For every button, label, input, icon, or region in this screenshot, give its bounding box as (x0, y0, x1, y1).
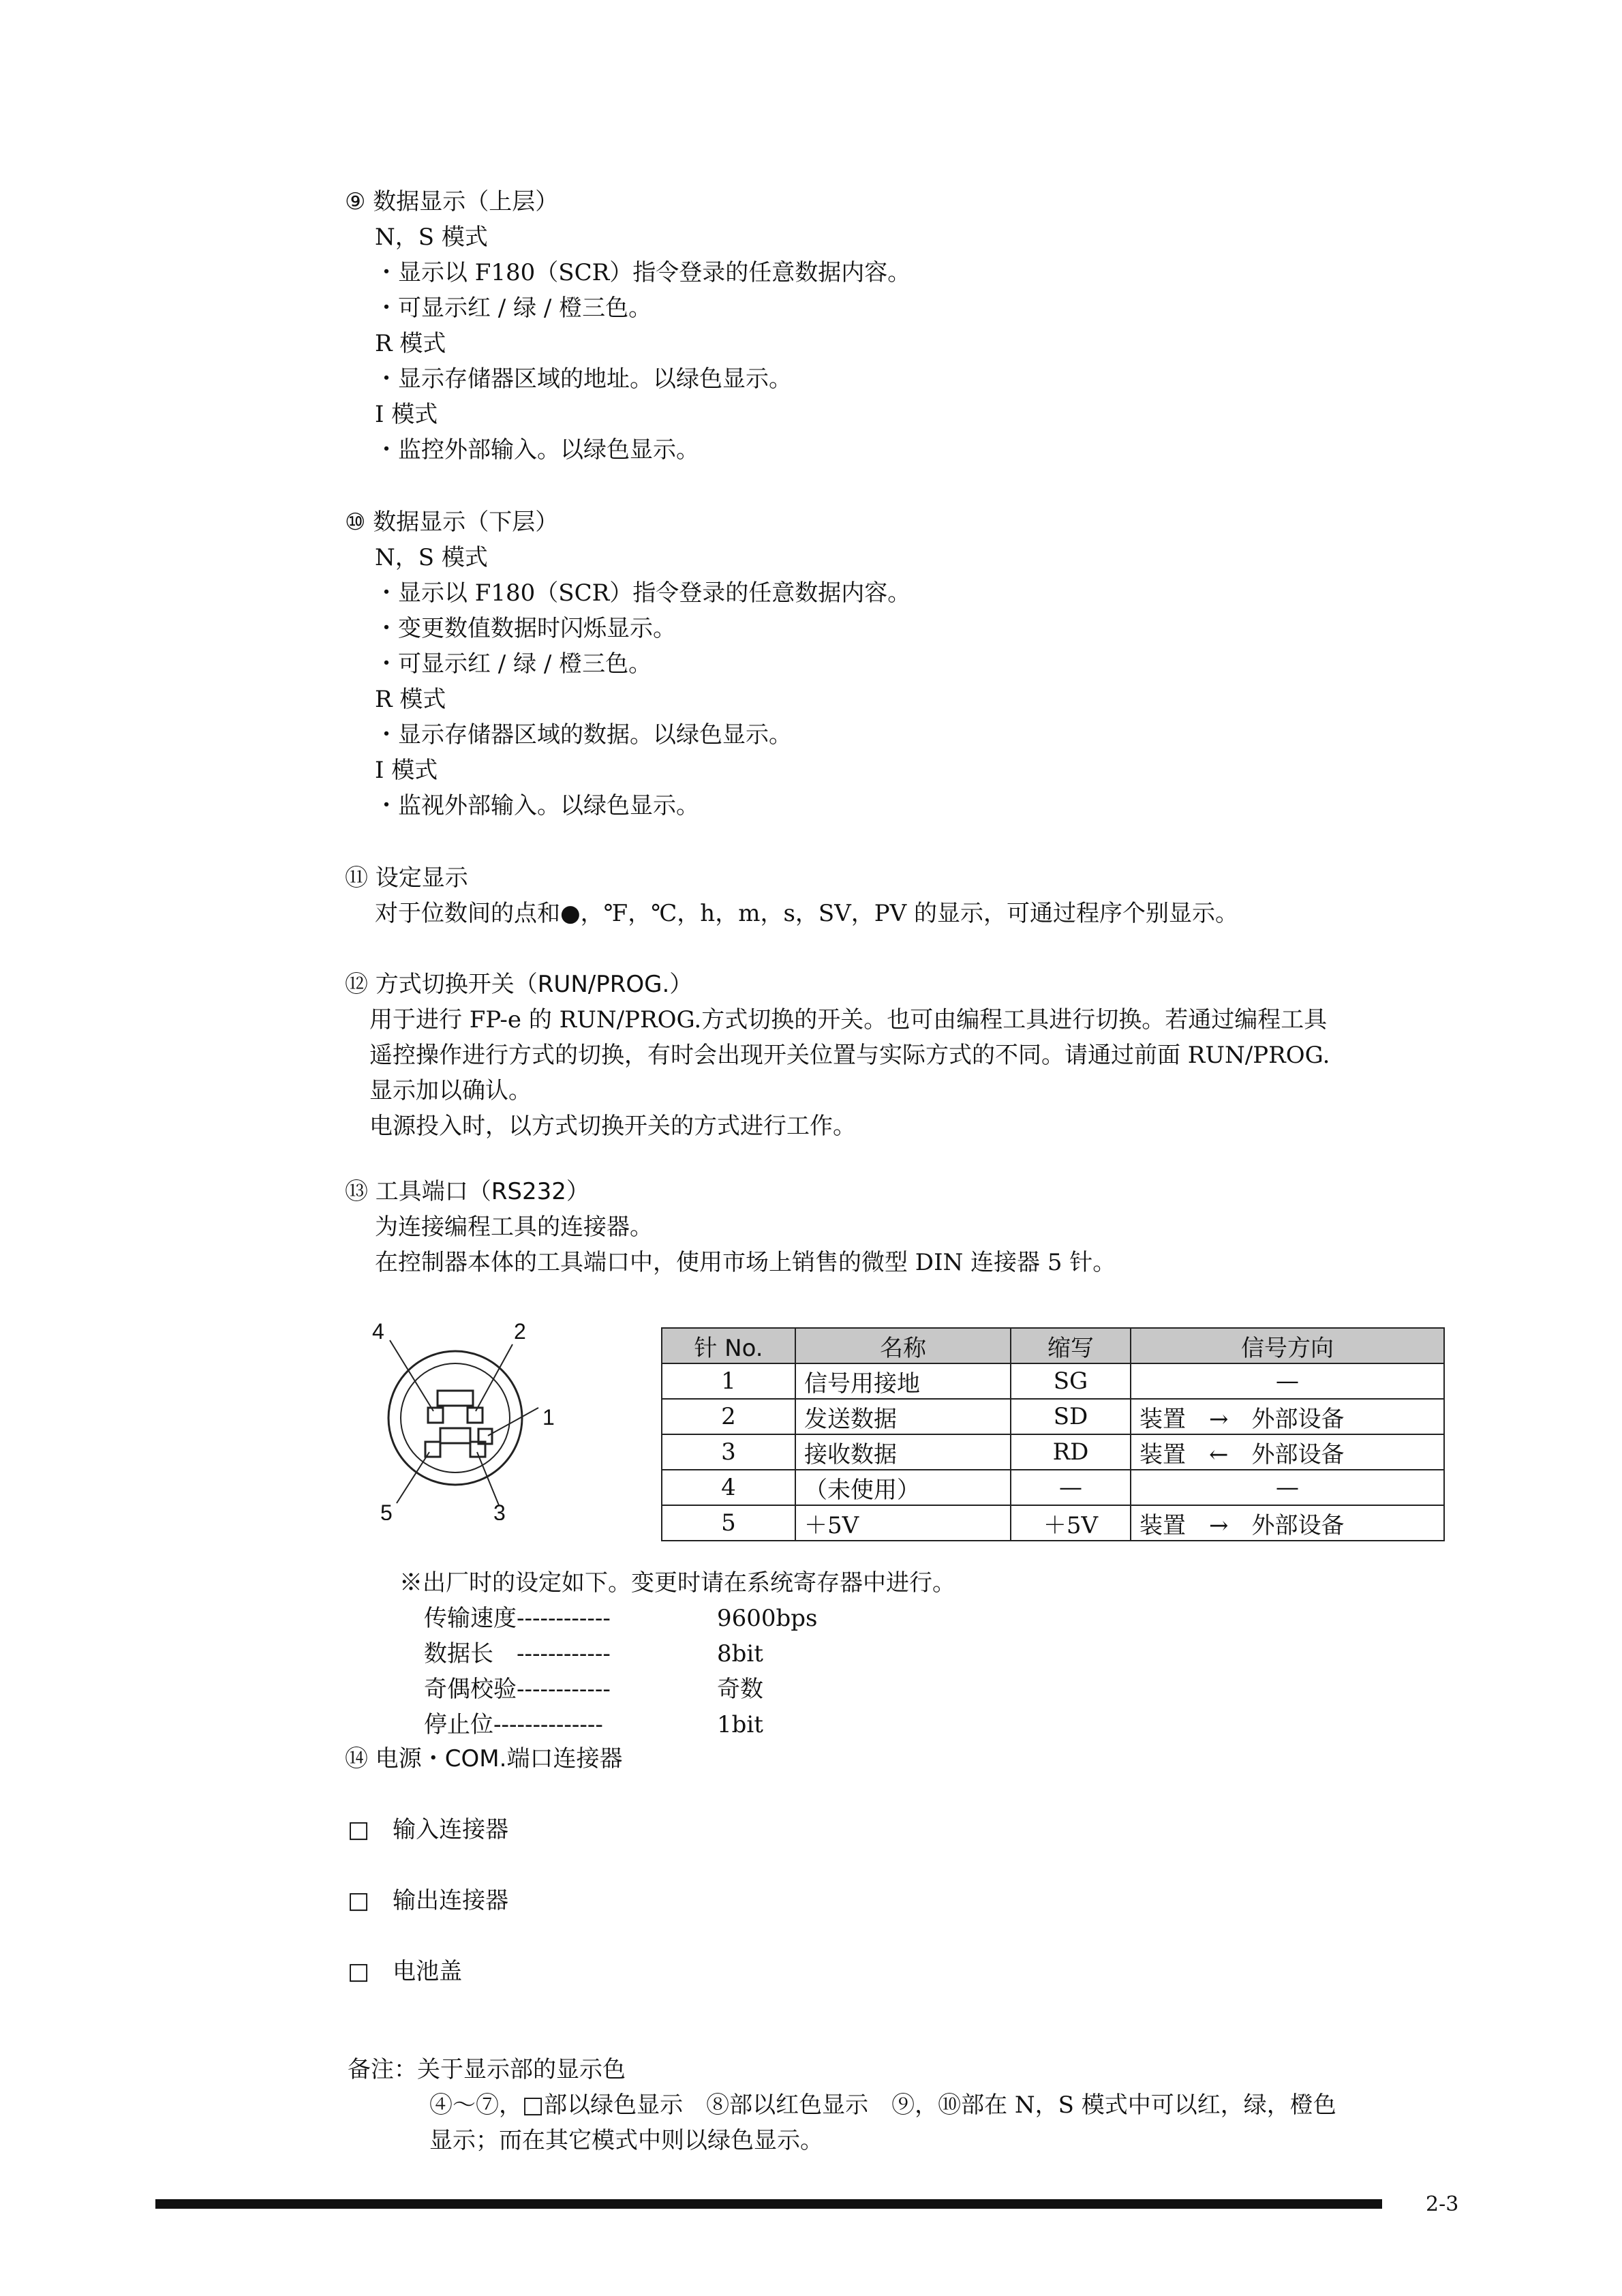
header-direction: 信号方向 (1131, 1328, 1444, 1363)
cell-name: 接收数据 (795, 1434, 1011, 1470)
s9-line: N，S 模式 (375, 224, 488, 251)
factory-note: ※出厂时的设定如下。变更时请在系统寄存器中进行。 (399, 1569, 955, 1597)
remark-line: ④～⑦，□部以绿色显示 ⑧部以红色显示 ⑨，⑩部在 N，S 模式中可以红，绿，橙色 (429, 2091, 1336, 2119)
input-connector-item: □ 输入连接器 (348, 1816, 509, 1843)
s12-line: 用于进行 FP-e 的 RUN/PROG.方式切换的开关。也可由编程工具进行切换。若通过编程工具 (369, 1006, 1328, 1033)
setting-row (399, 1707, 955, 1742)
table-row (662, 1434, 1444, 1470)
cell-pin: 1 (662, 1363, 795, 1399)
pin-hole-2 (468, 1408, 483, 1423)
s9-line: ・显示存储器区域的地址。以绿色显示。 (375, 365, 792, 393)
s10-line: N，S 模式 (375, 544, 488, 571)
s12-line: 遥控操作进行方式的切换，有时会出现开关位置与实际方式的不同。请通过前面 RUN/PROG. (369, 1042, 1330, 1069)
s10-line: ・显示存储器区域的数据。以绿色显示。 (375, 721, 792, 749)
setting-row (399, 1636, 955, 1672)
cell-abbr: ＋5V (1011, 1505, 1131, 1541)
cell-pin: 2 (662, 1399, 795, 1434)
pin-label-1: 1 (542, 1405, 555, 1430)
footer-rule (155, 2199, 1382, 2209)
s9-line: ・可显示红 / 绿 / 橙三色。 (375, 294, 652, 322)
setting-value: 奇数 (717, 1676, 763, 1703)
setting-row (399, 1601, 955, 1636)
setting-value: 8bit (717, 1640, 763, 1667)
cell-direction: 装置 → 外部设备 (1131, 1505, 1444, 1541)
cell-name: 发送数据 (795, 1399, 1011, 1434)
setting-label: 传输速度------------ (424, 1605, 611, 1632)
cell-pin: 4 (662, 1470, 795, 1505)
setting-value: 1bit (717, 1711, 763, 1738)
leader-4 (390, 1340, 433, 1411)
header-abbr: 缩写 (1011, 1328, 1131, 1363)
pin-label-5: 5 (380, 1500, 393, 1520)
battery-cover-item: □ 电池盖 (348, 1958, 463, 1985)
section-12-title: ⑫ 方式切换开关（RUN/PROG.） (345, 971, 693, 998)
s9-line: I 模式 (375, 401, 438, 428)
table-row (662, 1470, 1444, 1505)
section-10 (345, 504, 911, 824)
s9-line: R 模式 (375, 330, 446, 357)
s10-line: I 模式 (375, 757, 438, 784)
setting-label: 数据长 ------------ (424, 1640, 611, 1667)
cell-name: （未使用） (795, 1470, 1011, 1505)
leader-1 (488, 1408, 538, 1436)
s10-line: R 模式 (375, 686, 446, 713)
section-10-title: ⑩ 数据显示（下层） (345, 509, 559, 536)
remark-line: 显示；而在其它模式中则以绿色显示。 (429, 2127, 823, 2154)
section-13-title: ⑬ 工具端口（RS232） (345, 1178, 590, 1205)
cell-direction: — (1131, 1470, 1444, 1505)
setting-label: 停止位-------------- (424, 1711, 603, 1738)
header-name: 名称 (795, 1328, 1011, 1363)
setting-row (399, 1672, 955, 1707)
header-pin-no: 针 No. (662, 1328, 795, 1363)
section-11 (345, 860, 1238, 931)
cell-abbr: — (1011, 1470, 1131, 1505)
table-row (662, 1505, 1444, 1541)
cell-name: 信号用接地 (795, 1363, 1011, 1399)
s9-line: ・监控外部输入。以绿色显示。 (375, 436, 699, 464)
pin-label-2: 2 (514, 1319, 526, 1344)
section-14 (345, 1741, 622, 1777)
pin-hole-4 (428, 1408, 443, 1423)
section-9-title: ⑨ 数据显示（上层） (345, 188, 559, 215)
s10-line: ・显示以 F180（SCR）指令登录的任意数据内容。 (375, 579, 911, 607)
section-12 (345, 967, 1330, 1144)
leader-3 (477, 1452, 499, 1505)
setting-value: 9600bps (717, 1605, 818, 1632)
s10-line: ・变更数值数据时闪烁显示。 (375, 615, 676, 642)
setting-label: 奇偶校验------------ (424, 1676, 611, 1703)
pin-label-4: 4 (372, 1319, 384, 1344)
table-row (662, 1363, 1444, 1399)
s13-line: 为连接编程工具的连接器。 (375, 1213, 653, 1241)
s12-line: 电源投入时，以方式切换开关的方式进行工作。 (369, 1113, 856, 1140)
cell-abbr: SG (1011, 1363, 1131, 1399)
s10-line: ・可显示红 / 绿 / 橙三色。 (375, 650, 652, 678)
cell-direction: — (1131, 1363, 1444, 1399)
pin-label-3: 3 (493, 1500, 506, 1520)
s10-line: ・监视外部输入。以绿色显示。 (375, 792, 699, 819)
cell-name: ＋5V (795, 1505, 1011, 1541)
cell-abbr: SD (1011, 1399, 1131, 1434)
cell-direction: 装置 → 外部设备 (1131, 1399, 1444, 1434)
connector-key (438, 1391, 473, 1406)
section-14-title: ⑭ 电源・COM.端口连接器 (345, 1745, 623, 1772)
section-11-title: ⑪ 设定显示 (345, 864, 468, 892)
factory-settings (399, 1565, 955, 1742)
pin-hole-center (440, 1428, 470, 1443)
page-number: 2-3 (1426, 2192, 1459, 2216)
s9-line: ・显示以 F180（SCR）指令登录的任意数据内容。 (375, 259, 911, 286)
s13-line: 在控制器本体的工具端口中，使用市场上销售的微型 DIN 连接器 5 针。 (375, 1249, 1116, 1276)
cell-abbr: RD (1011, 1434, 1131, 1470)
remark (348, 2052, 1336, 2158)
table-row (662, 1399, 1444, 1434)
cell-pin: 3 (662, 1434, 795, 1470)
mini-din-connector-diagram (354, 1316, 579, 1520)
cell-pin: 5 (662, 1505, 795, 1541)
remark-title: 备注：关于显示部的显示色 (348, 2056, 626, 2083)
section-13 (345, 1174, 1116, 1280)
table-header-row (662, 1328, 1444, 1363)
pin-table (661, 1327, 1445, 1541)
s12-line: 显示加以确认。 (369, 1077, 532, 1104)
section-9 (345, 184, 911, 468)
cell-direction: 装置 ← 外部设备 (1131, 1434, 1444, 1470)
s11-line: 对于位数间的点和●，℉，℃，h，m，s，SV，PV 的显示，可通过程序个别显示。 (375, 900, 1238, 927)
extra-items (348, 1812, 508, 1989)
output-connector-item: □ 输出连接器 (348, 1887, 509, 1914)
